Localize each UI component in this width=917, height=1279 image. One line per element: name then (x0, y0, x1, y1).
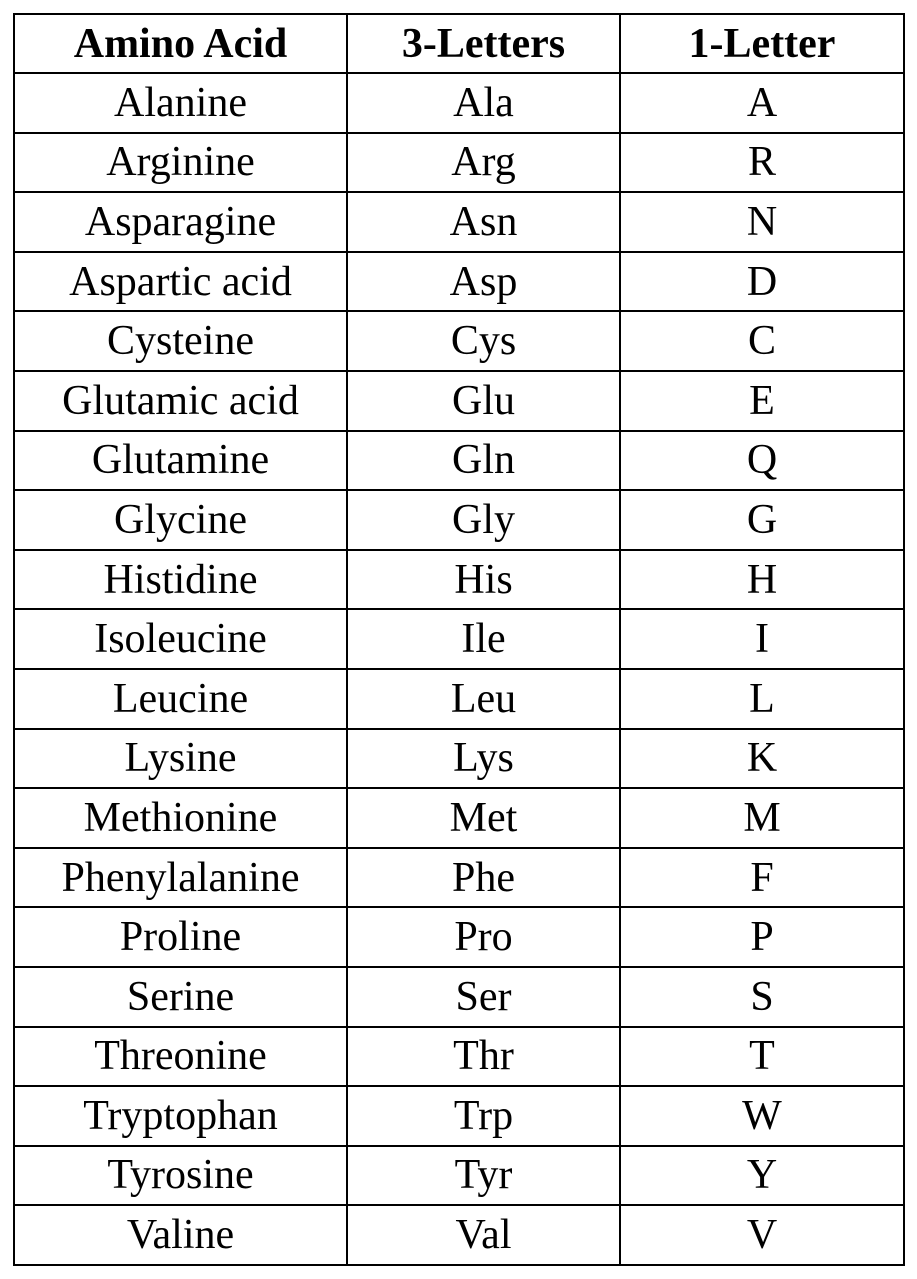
cell-three-letter-code: Asp (347, 252, 620, 312)
header-amino-acid: Amino Acid (14, 14, 347, 73)
cell-three-letter-code: Met (347, 788, 620, 848)
cell-three-letter-code: Thr (347, 1027, 620, 1087)
cell-amino-acid: Arginine (14, 133, 347, 193)
cell-amino-acid: Phenylalanine (14, 848, 347, 908)
cell-one-letter-code: E (620, 371, 904, 431)
cell-three-letter-code: Val (347, 1205, 620, 1265)
cell-three-letter-code: Arg (347, 133, 620, 193)
table-row (14, 609, 904, 669)
cell-three-letter-code: Gly (347, 490, 620, 550)
cell-three-letter-code: Glu (347, 371, 620, 431)
table-row (14, 490, 904, 550)
cell-three-letter-code: Ala (347, 73, 620, 133)
header-row (14, 14, 904, 73)
cell-three-letter-code: Pro (347, 907, 620, 967)
cell-one-letter-code: V (620, 1205, 904, 1265)
cell-one-letter-code: D (620, 252, 904, 312)
cell-amino-acid: Threonine (14, 1027, 347, 1087)
cell-amino-acid: Aspartic acid (14, 252, 347, 312)
cell-amino-acid: Tyrosine (14, 1146, 347, 1206)
cell-amino-acid: Methionine (14, 788, 347, 848)
cell-three-letter-code: Lys (347, 729, 620, 789)
table-row (14, 1146, 904, 1206)
table-row (14, 1086, 904, 1146)
cell-three-letter-code: Ile (347, 609, 620, 669)
table-row (14, 73, 904, 133)
cell-one-letter-code: S (620, 967, 904, 1027)
cell-three-letter-code: Tyr (347, 1146, 620, 1206)
table-row (14, 431, 904, 491)
table-row (14, 967, 904, 1027)
cell-three-letter-code: Gln (347, 431, 620, 491)
table-row (14, 1205, 904, 1265)
table-row (14, 848, 904, 908)
cell-one-letter-code: T (620, 1027, 904, 1087)
table-row (14, 133, 904, 193)
cell-one-letter-code: A (620, 73, 904, 133)
cell-amino-acid: Valine (14, 1205, 347, 1265)
cell-one-letter-code: C (620, 311, 904, 371)
cell-amino-acid: Asparagine (14, 192, 347, 252)
cell-amino-acid: Leucine (14, 669, 347, 729)
table-body (14, 73, 904, 1265)
table-row (14, 192, 904, 252)
cell-one-letter-code: Q (620, 431, 904, 491)
cell-one-letter-code: Y (620, 1146, 904, 1206)
cell-three-letter-code: Asn (347, 192, 620, 252)
table-header (14, 14, 904, 73)
cell-amino-acid: Glycine (14, 490, 347, 550)
cell-one-letter-code: W (620, 1086, 904, 1146)
cell-amino-acid: Cysteine (14, 311, 347, 371)
table-row (14, 669, 904, 729)
cell-amino-acid: Lysine (14, 729, 347, 789)
cell-three-letter-code: His (347, 550, 620, 610)
cell-amino-acid: Isoleucine (14, 609, 347, 669)
cell-three-letter-code: Leu (347, 669, 620, 729)
cell-one-letter-code: G (620, 490, 904, 550)
cell-one-letter-code: F (620, 848, 904, 908)
cell-amino-acid: Alanine (14, 73, 347, 133)
cell-one-letter-code: K (620, 729, 904, 789)
table-row (14, 729, 904, 789)
cell-one-letter-code: P (620, 907, 904, 967)
table-row (14, 788, 904, 848)
cell-one-letter-code: R (620, 133, 904, 193)
cell-one-letter-code: L (620, 669, 904, 729)
table-row (14, 371, 904, 431)
cell-three-letter-code: Trp (347, 1086, 620, 1146)
cell-amino-acid: Proline (14, 907, 347, 967)
cell-amino-acid: Glutamine (14, 431, 347, 491)
cell-amino-acid: Histidine (14, 550, 347, 610)
cell-amino-acid: Serine (14, 967, 347, 1027)
table-row (14, 550, 904, 610)
header-one-letter: 1-Letter (620, 14, 904, 73)
amino-acid-table (13, 13, 905, 1266)
cell-one-letter-code: N (620, 192, 904, 252)
cell-amino-acid: Glutamic acid (14, 371, 347, 431)
cell-three-letter-code: Ser (347, 967, 620, 1027)
cell-three-letter-code: Cys (347, 311, 620, 371)
table-row (14, 1027, 904, 1087)
cell-amino-acid: Tryptophan (14, 1086, 347, 1146)
cell-one-letter-code: H (620, 550, 904, 610)
table-row (14, 311, 904, 371)
header-three-letters: 3-Letters (347, 14, 620, 73)
table-row (14, 252, 904, 312)
cell-one-letter-code: I (620, 609, 904, 669)
cell-one-letter-code: M (620, 788, 904, 848)
table-row (14, 907, 904, 967)
cell-three-letter-code: Phe (347, 848, 620, 908)
